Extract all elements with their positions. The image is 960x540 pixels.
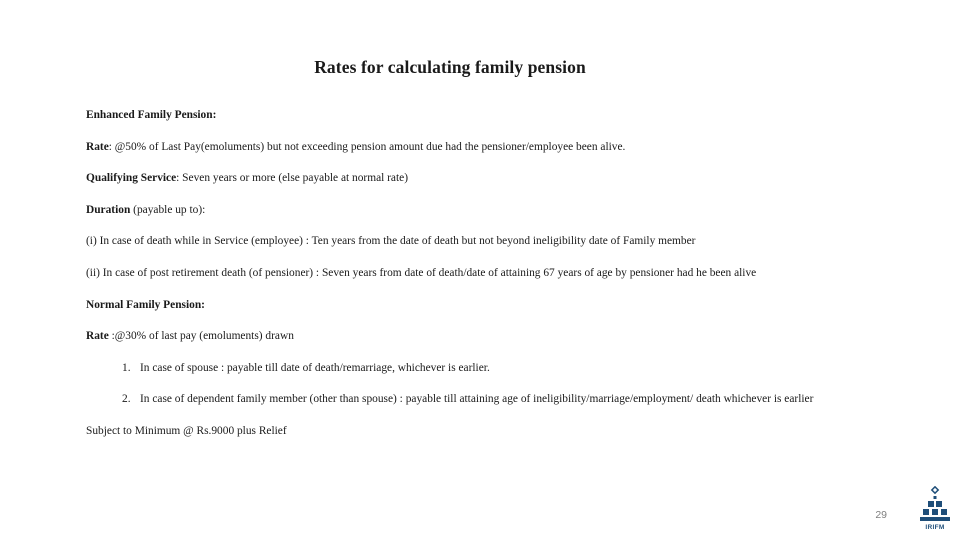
enhanced-rate: [86, 140, 906, 154]
slide-title: Rates for calculating family pension: [314, 57, 586, 77]
duration-text: (payable up to):: [130, 203, 206, 216]
normal-conditions-list: [86, 361, 906, 407]
logo-text: IRIFM: [925, 524, 945, 531]
slide-body: [86, 108, 906, 456]
normal-rate-label: Rate: [86, 330, 109, 343]
list-item-number: 1.: [122, 361, 131, 374]
list-item: [122, 392, 906, 406]
normal-heading: Normal Family Pension:: [86, 298, 205, 311]
list-item-text: In case of dependent family member (other than spouse) : payable till attaining age of ineligibility/marriage/employment/ death whichever is earlier: [140, 393, 814, 406]
qualifying-service: [86, 171, 906, 185]
minimum-note: Subject to Minimum @ Rs.9000 plus Relief: [86, 424, 287, 437]
enhanced-rate-text: : @50% of Last Pay(emoluments) but not exceeding pension amount due had the pensioner/employee been alive.: [108, 140, 626, 153]
enhanced-heading: Enhanced Family Pension:: [86, 109, 217, 121]
duration: [86, 203, 906, 217]
list-item-text: In case of spouse : payable till date of death/remarriage, whichever is earlier.: [140, 361, 490, 374]
qualifying-text: : Seven years or more (else payable at normal rate): [176, 172, 408, 185]
page-number: 29: [875, 509, 887, 521]
enhanced-rate-label: Rate: [86, 140, 109, 153]
duration-label: Duration: [86, 203, 131, 216]
list-item: [122, 361, 906, 375]
normal-rate-text: :@30% of last pay (emoluments) drawn: [108, 330, 294, 343]
duration-case-i: (i) In case of death while in Service (employee) : Ten years from the date of death but not beyond ineligibility date of Family member: [86, 235, 696, 248]
qualifying-label: Qualifying Service: [86, 172, 177, 185]
duration-case-ii: (ii) In case of post retirement death (of pensioner) : Seven years from date of death/date of attaining 67 years of age by pensioner had he been alive: [86, 266, 757, 279]
list-item-number: 2.: [122, 393, 131, 406]
normal-rate: [86, 329, 906, 343]
